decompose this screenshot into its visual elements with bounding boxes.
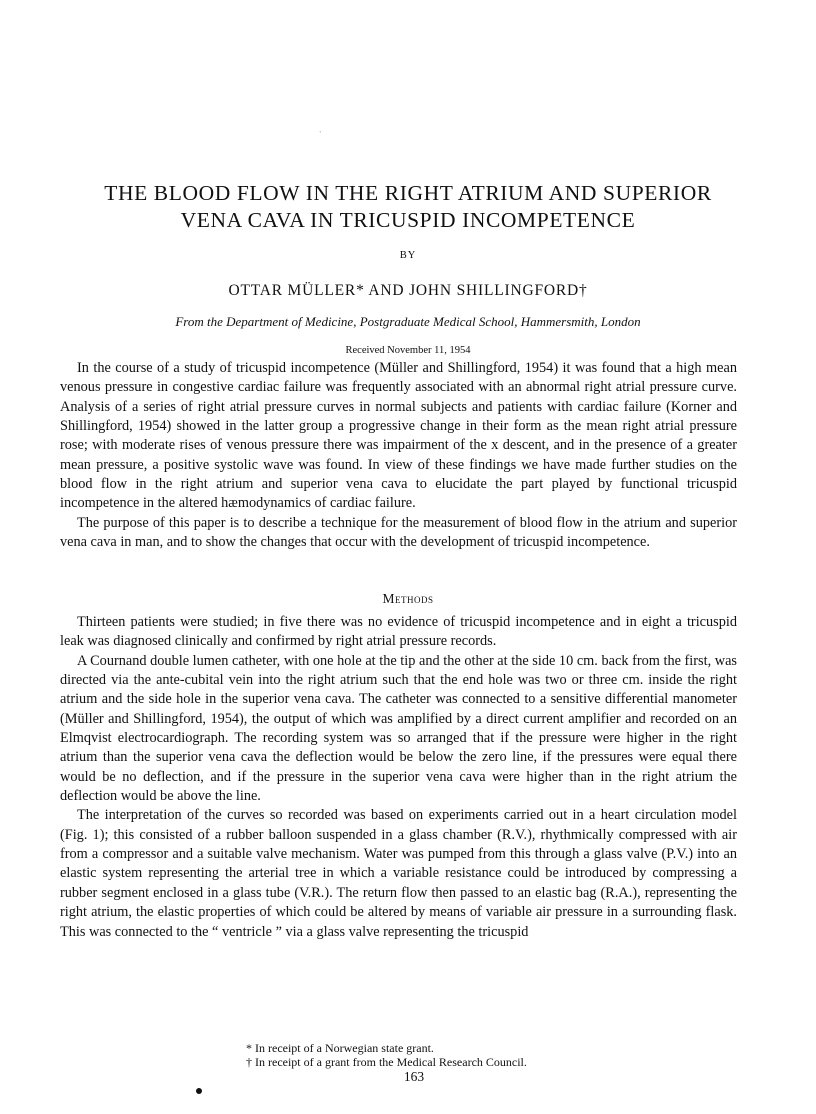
byline-by: BY (399, 250, 417, 261)
intro-paragraph-2: The purpose of this paper is to describe a technique for the measurement of blood flow in the atrium and superior vena cava in man, and to show the changes that occur with the development of tricuspid incompetence. (60, 514, 737, 551)
methods-heading: Methods (382, 591, 434, 606)
article-title-line-1: THE BLOOD FLOW IN THE RIGHT ATRIUM AND SUPERIOR (104, 181, 712, 205)
intro-paragraph-1: In the course of a study of tricuspid incompetence (Müller and Shillingford, 1954) it was found that a high mean venous pressure in congestive cardiac failure was frequently associated with an abnormal right atrial pressure curve. Analysis of a series of right atrial pressure curves in normal subjects and patients with cardiac failure (Korner and Shillingford, 1954) showed in the latter group a progressive change in their form as the mean right atrial pressure rose; with moderate rises of venous pressure there was impairment of the x descent, and in the presence of a greater mean pressure, a positive systolic wave was found. In view of these findings we have made further studies on the blood flow in the right atrium and superior vena cava to elucidate the part played by functional tricuspid incompetence in the altered hæmodynamics of cardiac failure. (60, 360, 737, 512)
footnotes (246, 1041, 527, 1069)
page-number: 163 (403, 1069, 425, 1084)
scan-speck: ` (319, 130, 322, 139)
introduction-section (60, 359, 737, 552)
methods-section (60, 613, 737, 942)
affiliation: From the Department of Medicine, Postgraduate Medical School, Hammersmith, London (175, 314, 641, 329)
author-names: OTTAR MÜLLER* AND JOHN SHILLINGFORD† (228, 282, 588, 299)
methods-paragraph-3: The interpretation of the curves so recorded was based on experiments carried out in a heart circulation model (Fig. 1); this consisted of a rubber balloon suspended in a glass chamber (R.V.), rhythmically compressed with air from a compressor and a suitable valve mechanism. Water was pumped from this through a glass valve (P.V.) into an elastic system representing the arterial tree in which a variable resistance could be introduced by compressing a rubber segment enclosed in a glass tube (V.R.). The return flow then passed to an elastic bag (R.A.), representing the right atrium, the elastic properties of which could be altered by means of variable air pressure in a surrounding flask. This was connected to the “ ventricle ” via a glass valve representing the tricuspid (60, 807, 737, 940)
article-title-line-2: VENA CAVA IN TRICUSPID INCOMPETENCE (180, 208, 636, 232)
methods-paragraph-2: A Cournand double lumen catheter, with one hole at the tip and the other at the side 10 cm. back from the first, was directed via the ante-cubital vein into the right atrium such that the end hole was two or three cm. inside the right atrium and the side hole in the superior vena cava. The catheter was connected to a sensitive differential manometer (Müller and Shillingford, 1954), the output of which was amplified by a direct current amplifier and recorded on an Elmqvist electrocardiograph. The recording system was so arranged that if the pressure were higher in the right atrium than the superior vena cava the deflection would be below the zero line, if the pressures were equal there would be no deflection, and if the pressure in the superior vena cava were higher than in the right atrium the deflection would be above the line. (60, 652, 737, 805)
ink-dot-mark (196, 1088, 202, 1094)
footnote-2: † In receipt of a grant from the Medical Research Council. (246, 1055, 527, 1069)
received-date: Received November 11, 1954 (345, 345, 471, 356)
methods-paragraph-1: Thirteen patients were studied; in five there was no evidence of tricuspid incompetence and in eight a tricuspid leak was diagnosed clinically and confirmed by right atrial pressure records. (60, 614, 737, 650)
footnote-1: * In receipt of a Norwegian state grant. (246, 1041, 434, 1055)
article-title (60, 180, 756, 234)
